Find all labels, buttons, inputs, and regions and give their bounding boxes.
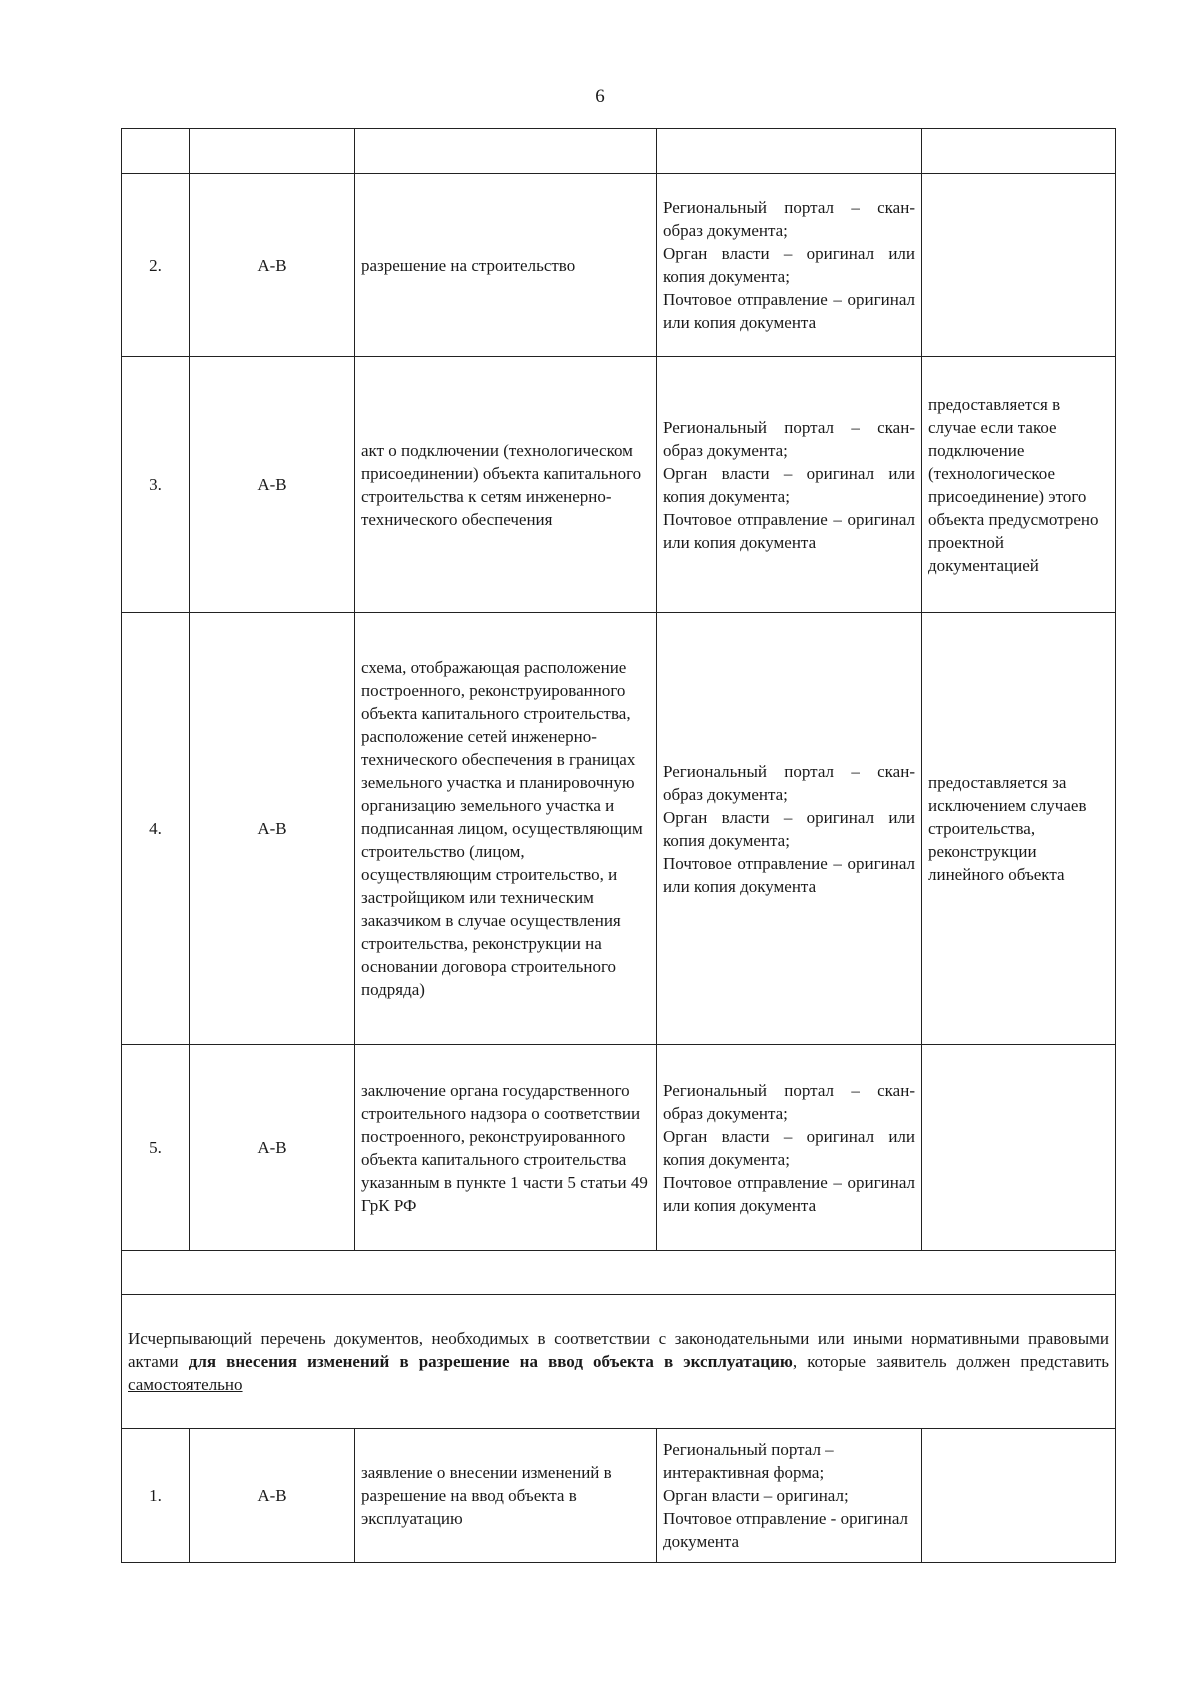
note xyxy=(922,1045,1116,1251)
section-text-underline: самостоятельно xyxy=(128,1375,243,1394)
header-cell xyxy=(122,129,190,174)
document-name: разрешение на строительство xyxy=(355,174,657,357)
empty-cell xyxy=(122,1251,1116,1295)
section-text-bold: для внесения изменений в разрешение на ввод объекта в эксплуатацию xyxy=(188,1352,793,1371)
submission-line: Почтовое отправление – оригинал или копия документа xyxy=(663,1172,915,1215)
submission-line: Региональный портал – скан-образ документа; xyxy=(663,761,915,804)
submission-line: Почтовое отправление – оригинал или копия документа xyxy=(663,509,915,552)
header-cell xyxy=(355,129,657,174)
row-number: 3. xyxy=(122,357,190,613)
note: предоставляется за исключением случаев строительства, реконструкции линейного объекта xyxy=(922,613,1116,1045)
submission-line: Орган власти – оригинал или копия документа; xyxy=(663,1126,915,1169)
header-cell xyxy=(922,129,1116,174)
document-name: заключение органа государственного строительного надзора о соответствии построенного, реконструированного объекта капитального строительства указанным в пункте 1 части 5 статьи 49 ГрК РФ xyxy=(355,1045,657,1251)
note xyxy=(922,1429,1116,1563)
submission-line: Почтовое отправление - оригинал документа xyxy=(663,1509,909,1551)
submission-line: Почтовое отправление – оригинал или копия документа xyxy=(663,853,915,896)
empty-row xyxy=(122,1251,1116,1295)
row-number: 5. xyxy=(122,1045,190,1251)
submission-method xyxy=(657,613,922,1045)
submission-line: Региональный портал – скан-образ документа; xyxy=(663,198,915,240)
table-row xyxy=(122,174,1116,357)
row-code: А-В xyxy=(190,613,355,1045)
submission-line: Орган власти – оригинал; xyxy=(663,1486,849,1505)
row-number: 4. xyxy=(122,613,190,1045)
header-cell xyxy=(190,129,355,174)
submission-line: Орган власти – оригинал или копия документа; xyxy=(663,244,915,286)
row-code: А-В xyxy=(190,1429,355,1563)
submission-line: Региональный портал – интерактивная форма; xyxy=(663,1440,834,1482)
document-name: схема, отображающая расположение построенного, реконструированного объекта капитального строительства, расположение сетей инженерно-технического обеспечения в границах земельного участка и планировочную организацию земельного участка и подписанная лицом, осуществляющим строительство (лицом, осуществляющим строительство, и застройщиком или техническим заказчиком в случае осуществления строительства, реконструкции на основании договора строительного подряда) xyxy=(355,613,657,1045)
section-text: Исчерпывающий перечень документов, необходимых в соответствии с законодательными или иными нормативными правовыми актами xyxy=(128,1329,1109,1371)
document-name: акт о подключении (технологическом присоединении) объекта капитального строительства к сетям инженерно-технического обеспечения xyxy=(355,357,657,613)
submission-line: Почтовое отправление – оригинал или копия документа xyxy=(663,290,915,332)
table-row xyxy=(122,1045,1116,1251)
submission-line: Региональный портал – скан-образ документа; xyxy=(663,1080,915,1123)
table-row xyxy=(122,1429,1116,1563)
submission-line: Региональный портал – скан-образ документа; xyxy=(663,417,915,460)
row-number: 2. xyxy=(122,174,190,357)
header-cell xyxy=(657,129,922,174)
row-code: А-В xyxy=(190,1045,355,1251)
table-row xyxy=(122,613,1116,1045)
submission-method xyxy=(657,1429,922,1563)
table-header-row xyxy=(122,129,1116,174)
documents-table xyxy=(121,128,1116,1563)
section-text: , которые заявитель должен представить xyxy=(792,1352,1110,1371)
table-row xyxy=(122,357,1116,613)
page-number: 6 xyxy=(595,86,605,107)
section-heading xyxy=(122,1295,1116,1429)
section-row xyxy=(122,1295,1116,1429)
submission-method xyxy=(657,357,922,613)
row-code: А-В xyxy=(190,174,355,357)
submission-line: Орган власти – оригинал или копия документа; xyxy=(663,463,915,506)
submission-method xyxy=(657,174,922,357)
document-name: заявление о внесении изменений в разрешение на ввод объекта в эксплуатацию xyxy=(355,1429,657,1563)
row-number: 1. xyxy=(122,1429,190,1563)
submission-method xyxy=(657,1045,922,1251)
submission-line: Орган власти – оригинал или копия документа; xyxy=(663,807,915,850)
note: предоставляется в случае если такое подключение (технологическое присоединение) этого объекта предусмотрено проектной документацией xyxy=(922,357,1116,613)
note xyxy=(922,174,1116,357)
row-code: А-В xyxy=(190,357,355,613)
